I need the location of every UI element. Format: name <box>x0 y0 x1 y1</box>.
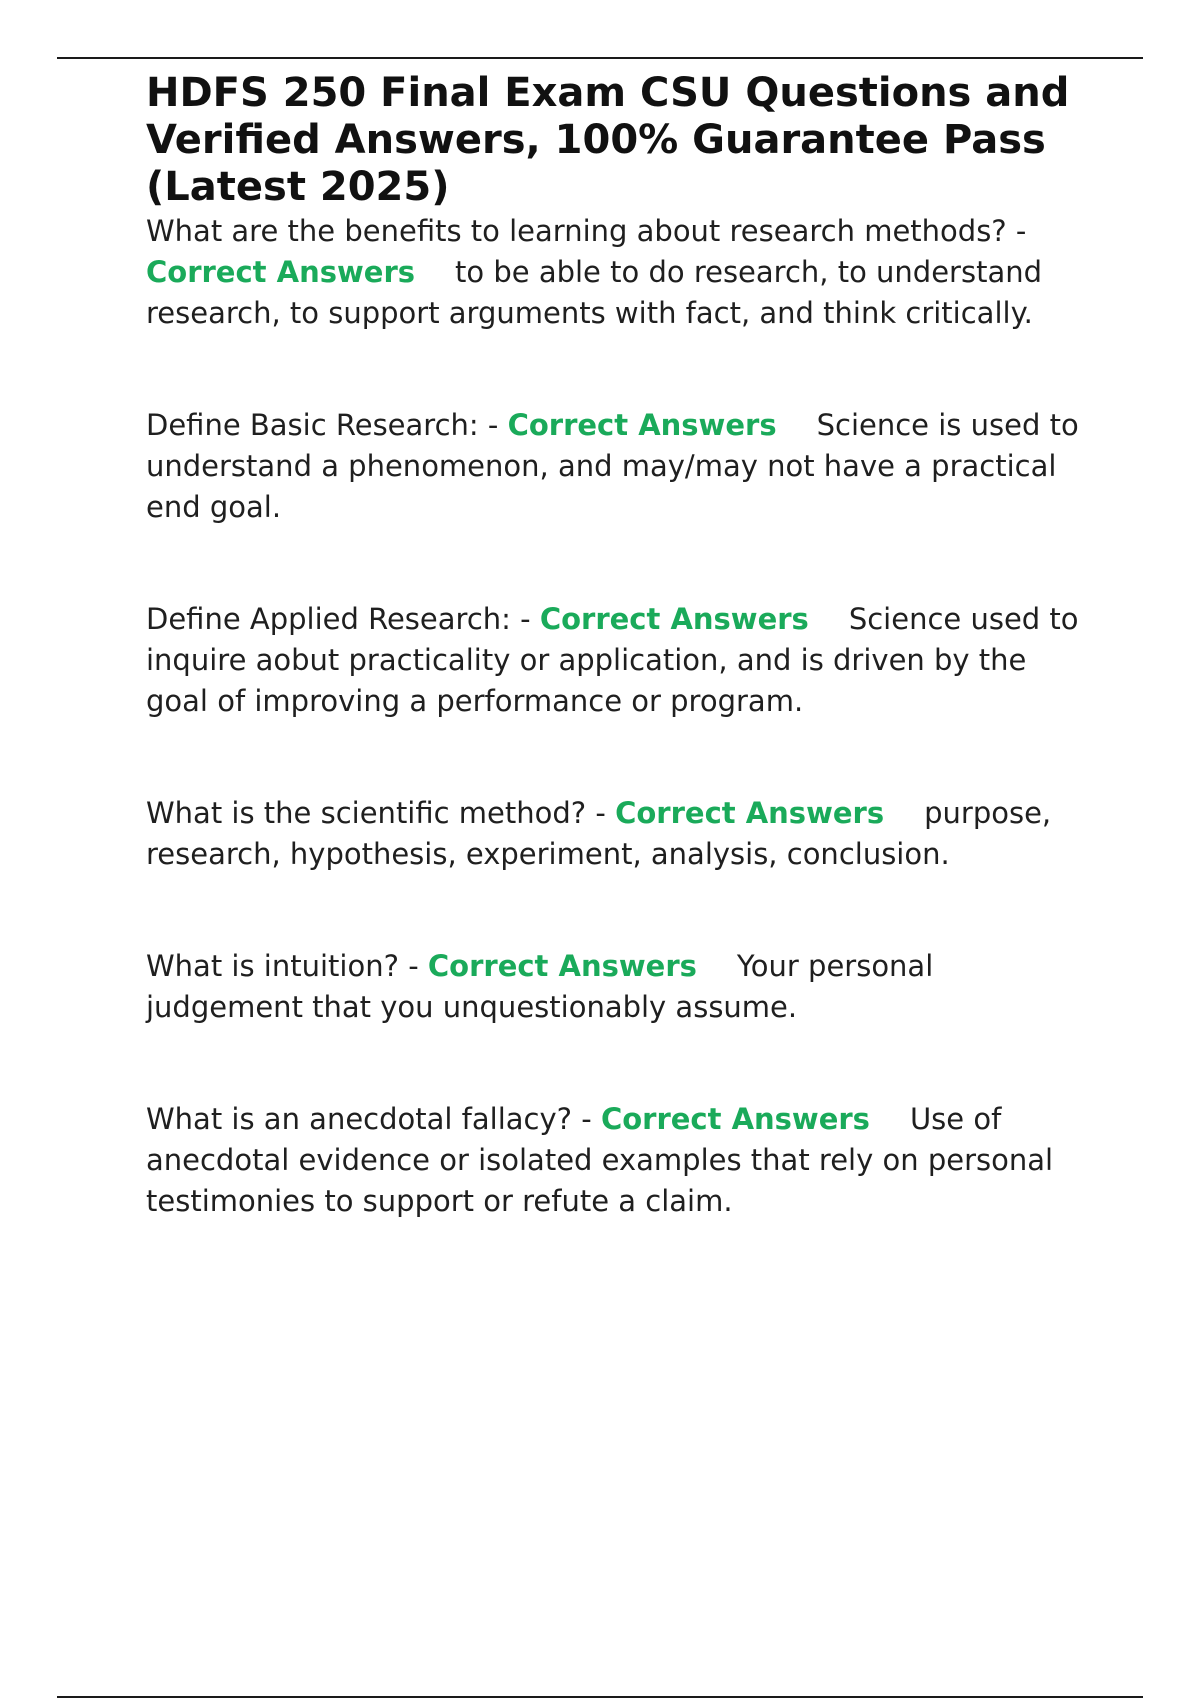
question-text: Define Basic Research: - <box>146 408 508 442</box>
correct-answers-label: Correct Answers <box>507 408 777 442</box>
answer-text: Science used to inquire aobut practicality or application, and is driven by the goal of improving a performance or program. <box>146 602 1079 718</box>
qa-item <box>146 211 1091 334</box>
correct-answers-label: Correct Answers <box>146 255 416 289</box>
question-text: What is an anecdotal fallacy? - <box>146 1102 601 1136</box>
question-text: What is intuition? - <box>146 949 428 983</box>
answer-text: Use of anecdotal evidence or isolated examples that rely on personal testimonies to support or refute a claim. <box>146 1102 1054 1218</box>
question-text: Define Applied Research: - <box>146 602 540 636</box>
answer-text: purpose, research, hypothesis, experiment, analysis, conclusion. <box>146 796 1052 871</box>
qa-item <box>146 1099 1091 1222</box>
correct-answers-label: Correct Answers <box>539 602 809 636</box>
header-rule <box>57 57 1143 59</box>
footer-rule <box>57 1696 1143 1698</box>
answer-text: Your personal judgement that you unquestionably assume. <box>146 949 934 1024</box>
correct-answers-label: Correct Answers <box>600 1102 870 1136</box>
answer-text: to be able to do research, to understand research, to support arguments with fact, and think critically. <box>146 255 1043 330</box>
question-text: What is the scientific method? - <box>146 796 616 830</box>
correct-answers-label: Correct Answers <box>615 796 885 830</box>
document-body <box>146 70 1091 1222</box>
document-title: HDFS 250 Final Exam CSU Questions and Verified Answers, 100% Guarantee Pass (Latest 2025) <box>146 70 1070 210</box>
answer-text: Science is used to understand a phenomenon, and may/may not have a practical end goal. <box>146 408 1079 524</box>
correct-answers-label: Correct Answers <box>427 949 697 983</box>
qa-item <box>146 793 1091 875</box>
qa-item <box>146 599 1091 722</box>
qa-item <box>146 946 1091 1028</box>
qa-item <box>146 405 1091 528</box>
question-text: What are the benefits to learning about research methods? - <box>146 214 1027 248</box>
